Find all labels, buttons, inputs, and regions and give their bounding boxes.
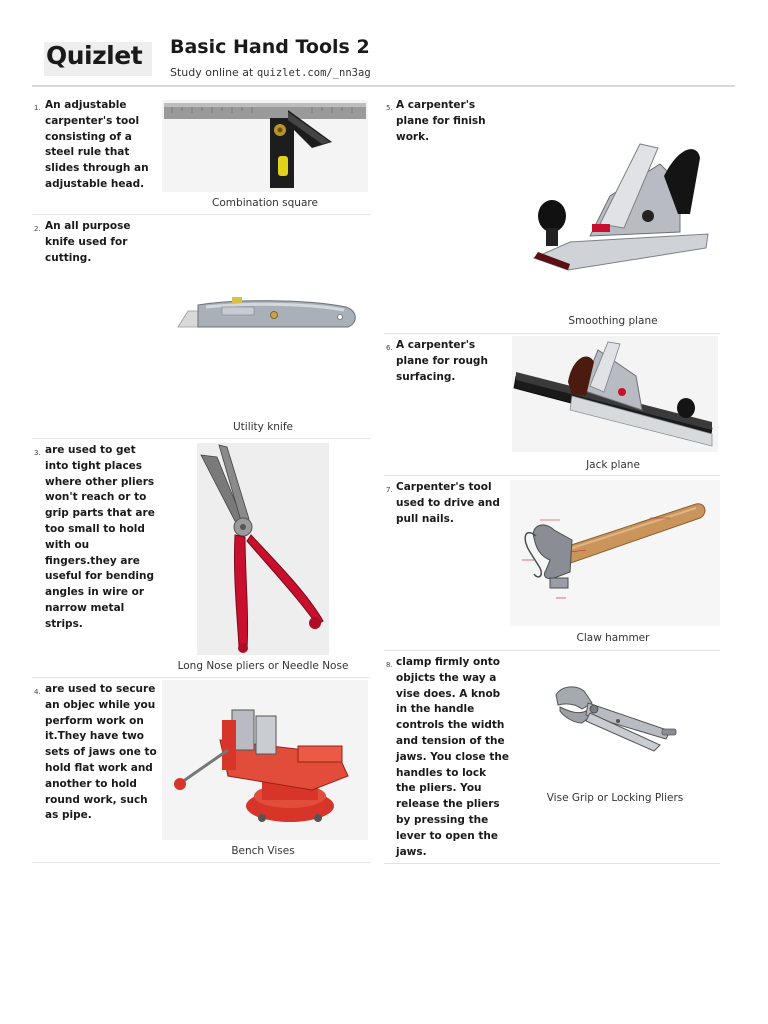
card-term: Combination square <box>212 197 318 209</box>
flashcard-5 <box>384 94 720 334</box>
card-definition: are used to get into tight places where other pliers won't reach or to grip parts that are too small to hold with ou fingers.they are useful for bending angles in wire or narrow metal strips. <box>45 444 155 630</box>
flashcard-4 <box>32 678 370 863</box>
card-term: Utility knife <box>232 421 294 433</box>
card-number: 2. <box>34 225 41 233</box>
card-number: 3. <box>34 449 41 457</box>
card-definition: clamp firmly onto objicts the way a vise does. A knob in the handle controls the width and tension of the jaws. You close the handles to lock the pliers. You release the pliers by pressing the lever to open the jaws. <box>396 656 509 858</box>
flashcard-1 <box>32 94 370 215</box>
card-term: Vise Grip or Locking Pliers <box>546 792 684 804</box>
flashcard-7 <box>384 476 720 651</box>
needle-nose-pliers-image <box>197 443 329 655</box>
combination-square-image <box>162 100 368 192</box>
locking-pliers-image <box>552 681 682 757</box>
flashcard-3 <box>32 439 370 678</box>
study-url[interactable]: quizlet.com/_nn3ag <box>256 67 371 79</box>
card-number: 5. <box>386 104 393 112</box>
flashcard-2 <box>32 215 370 439</box>
card-term: Jack plane <box>586 459 640 471</box>
claw-hammer-image <box>510 480 720 626</box>
card-term: Smoothing plane <box>568 315 658 327</box>
quizlet-logo[interactable] <box>44 42 152 76</box>
card-definition: An all purpose knife used for cutting. <box>45 220 131 264</box>
study-link <box>170 66 371 79</box>
card-number: 8. <box>386 661 393 669</box>
flashcard-8 <box>384 651 720 864</box>
card-term: Claw hammer <box>576 632 650 644</box>
utility-knife-image <box>176 293 358 333</box>
bench-vise-image <box>162 680 368 840</box>
card-number: 6. <box>386 344 393 352</box>
card-definition: are used to secure an objec while you perform work on it.They have two sets of jaws one to hold flat work and another to hold round work, such as pipe. <box>45 683 157 822</box>
card-term: Long Nose pliers or Needle Nose <box>177 660 349 672</box>
study-prefix: Study online at <box>170 66 257 79</box>
flashcard-6 <box>384 334 720 476</box>
card-term: Bench Vises <box>231 845 295 857</box>
brand-name: Quizlet <box>46 41 143 70</box>
card-definition: A carpenter's plane for finish work. <box>396 99 486 143</box>
card-number: 7. <box>386 486 393 494</box>
card-definition: A carpenter's plane for rough surfacing. <box>396 339 488 383</box>
card-number: 4. <box>34 688 41 696</box>
smoothing-plane-image <box>530 124 714 274</box>
card-definition: An adjustable carpenter's tool consisting of a steel rule that slides through an adjustable head. <box>45 99 149 190</box>
header-divider <box>32 85 735 87</box>
card-definition: Carpenter's tool used to drive and pull nails. <box>396 481 500 525</box>
page-title: Basic Hand Tools 2 <box>170 36 370 58</box>
jack-plane-image <box>512 336 718 452</box>
card-number: 1. <box>34 104 41 112</box>
